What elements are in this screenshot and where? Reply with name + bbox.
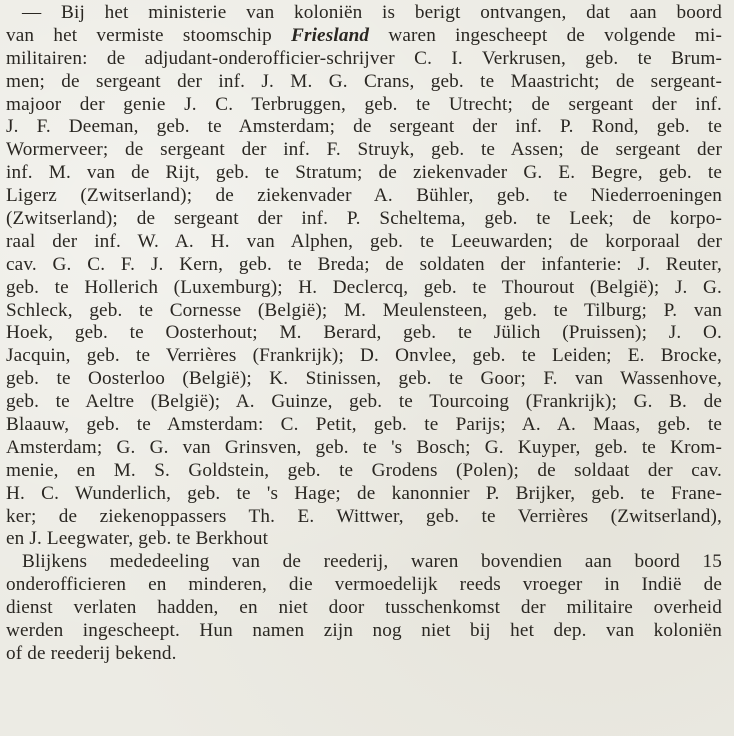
article-line: — Bij het ministerie van koloniën is berigt ontvangen, dat aan boord (22, 2, 722, 23)
article-line: Jacquin, geb. te Verrières (Frankrijk); D. Onvlee, geb. te Leiden; E. Brocke, (6, 345, 722, 367)
article-line: dienst verlaten hadden, en niet door tusschenkomst der militaire overheid (6, 597, 722, 619)
article-line: cav. G. C. F. J. Kern, geb. te Breda; de soldaten der infanterie: J. Reuter, (6, 253, 722, 275)
article-line: geb. te Hollerich (Luxemburg); H. Declercq, geb. te Thourout (België); J. G. (6, 276, 722, 298)
article-line: werden ingescheept. Hun namen zijn nog niet bij het dep. van koloniën (6, 620, 722, 642)
ship-name: Friesland (291, 24, 370, 46)
article-line: men; de sergeant der inf. J. M. G. Crans, geb. te Maastricht; de sergeant- (6, 70, 722, 92)
article-line: ker; de ziekenoppassers Th. E. Wittwer, geb. te Verrières (Zwitserland), (6, 505, 722, 527)
article-line: Ligerz (Zwitserland); de ziekenvader A. Bühler, geb. te Niederroeningen (6, 185, 722, 207)
article-line: Blaauw, geb. te Amsterdam: C. Petit, geb. te Parijs; A. A. Maas, geb. te (6, 414, 722, 436)
article-line: inf. M. van de Rijt, geb. te Stratum; de ziekenvader G. E. Begre, geb. te (6, 162, 722, 184)
news-article (6, 2, 722, 666)
article-line: geb. te Oosterloo (België); K. Stinissen, geb. te Goor; F. van Wassenhove, (6, 368, 722, 390)
article-line: Amsterdam; G. G. van Grinsven, geb. te 's Bosch; G. Kuyper, geb. te Krom- (6, 436, 722, 458)
article-line: Blijkens mededeeling van de reederij, waren bovendien aan boord 15 (22, 551, 722, 573)
article-line: geb. te Aeltre (België); A. Guinze, geb. te Tourcoing (Frankrijk); G. B. de (6, 391, 722, 413)
article-line: majoor der genie J. C. Terbruggen, geb. te Utrecht; de sergeant der inf. (6, 93, 722, 115)
article-line: Schleck, geb. te Cornesse (België); M. Meulensteen, geb. te Tilburg; P. van (6, 299, 722, 321)
article-line: Wormerveer; de sergeant der inf. F. Struyk, geb. te Assen; de sergeant der (6, 139, 722, 161)
article-line: of de reederij bekend. (6, 642, 177, 664)
article-line: raal der inf. W. A. H. van Alphen, geb. te Leeuwarden; de korporaal der (6, 230, 722, 252)
article-line (6, 25, 722, 48)
article-line-part: waren ingescheept de volgende mi- (369, 24, 722, 46)
article-line: J. F. Deeman, geb. te Amsterdam; de sergeant der inf. P. Rond, geb. te (6, 116, 722, 138)
article-line: (Zwitserland); de sergeant der inf. P. Scheltema, geb. te Leek; de korpo- (6, 208, 722, 230)
article-line: menie, en M. S. Goldstein, geb. te Grodens (Polen); de soldaat der cav. (6, 459, 722, 481)
article-line: H. C. Wunderlich, geb. te 's Hage; de kanonnier P. Brijker, geb. te Frane- (6, 482, 722, 504)
article-line: militairen: de adjudant-onderofficier-schrijver C. I. Verkrusen, geb. te Brum- (6, 47, 722, 69)
article-line-part: van het vermiste stoomschip (6, 24, 292, 46)
article-line: onderofficieren en minderen, die vermoedelijk reeds vroeger in Indië de (6, 574, 722, 596)
article-line: en J. Leegwater, geb. te Berkhout (6, 528, 269, 550)
article-line: Hoek, geb. te Oosterhout; M. Berard, geb. te Jülich (Pruissen); J. O. (6, 322, 722, 344)
